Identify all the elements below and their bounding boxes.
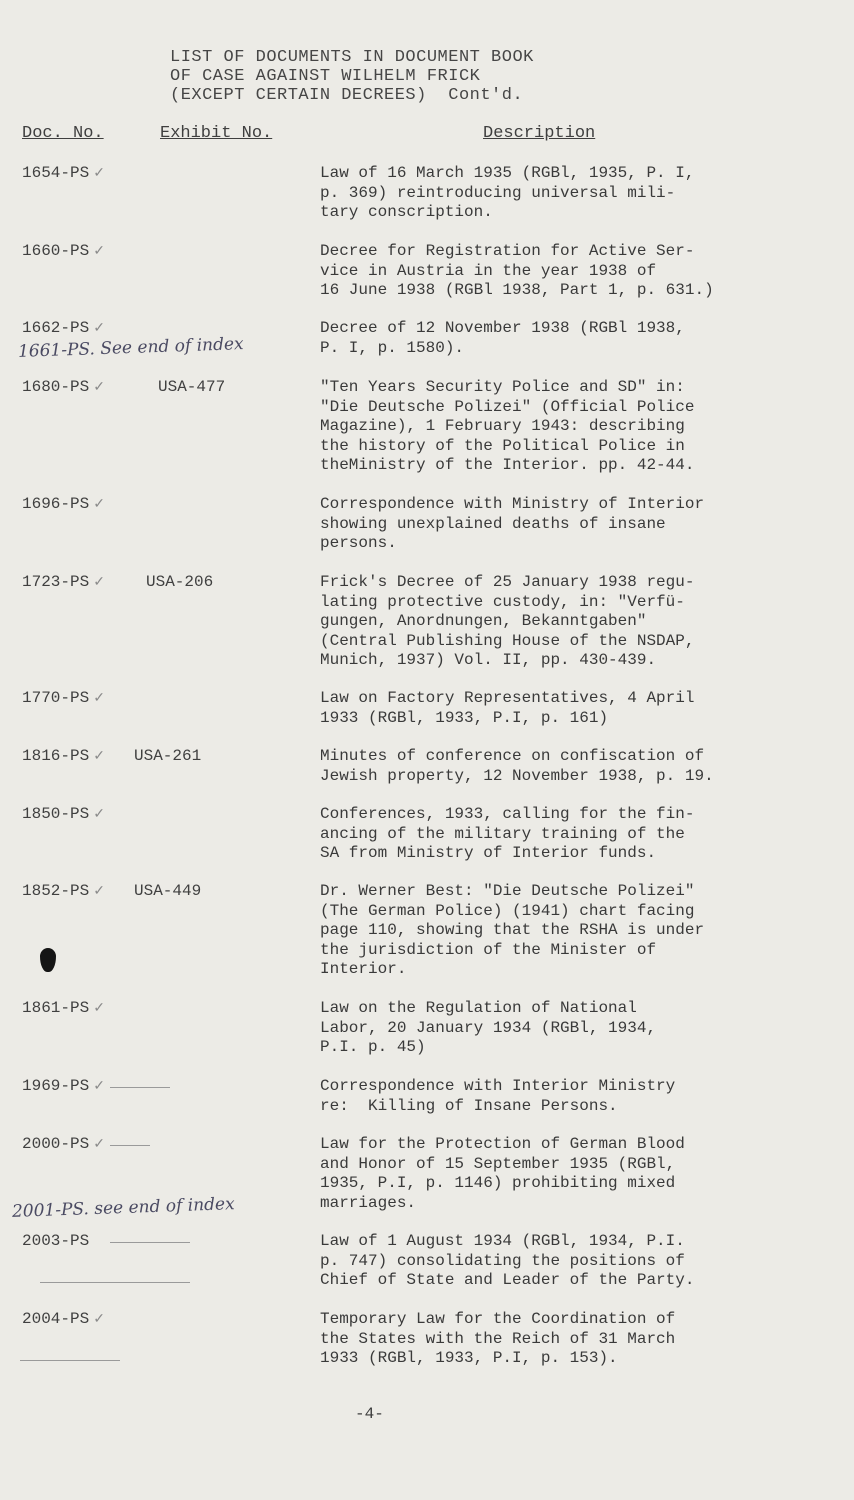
check-mark-icon: ✓ [93,690,105,706]
entry-description: Law of 1 August 1934 (RGBl, 1934, P.I. p. 747) consolidating the positions of Chief of State and Leader of the Party. [320,1232,695,1289]
pencil-mark [20,1360,120,1361]
check-mark-icon: ✓ [93,379,105,395]
check-mark-icon: ✓ [93,243,105,259]
doc-number: 1662-PS ✓ [22,319,105,337]
entry-description: Law on the Regulation of National Labor, 20 January 1934 (RGBl, 1934, P.I. p. 45) [320,999,657,1056]
entry-description: Law on Factory Representatives, 4 April 1933 (RGBl, 1933, P.I, p. 161) [320,689,695,727]
exhibit-number: USA-449 [134,882,202,900]
doc-number: 2003-PS [22,1232,90,1250]
page-number: -4- [355,1405,384,1423]
check-mark-icon: ✓ [93,165,105,181]
entry-description: Decree of 12 November 1938 (RGBl 1938, P. I, p. 1580). [320,319,685,357]
entry-description: Dr. Werner Best: "Die Deutsche Polizei" (The German Police) (1941) chart facing page 110, showing that the RSHA is under the jurisdiction of the Minister of Interior. [320,882,705,978]
pencil-mark [110,1087,170,1088]
column-header-description: Description [483,124,596,143]
entry-description: Correspondence with Interior Ministry re: Killing of Insane Persons. [320,1077,676,1115]
entry-description: Law for the Protection of German Blood and Honor of 15 September 1935 (RGBl, 1935, P.I, p. 1146) prohibiting mixed marriages. [320,1135,685,1212]
header-line-3: (EXCEPT CERTAIN DECREES) Cont'd. [170,86,524,105]
exhibit-number: USA-261 [134,747,202,765]
check-mark-icon: ✓ [93,1078,105,1094]
doc-number: 1850-PS ✓ [22,805,105,823]
doc-number: 1770-PS ✓ [22,689,105,707]
exhibit-number: USA-477 [158,378,226,396]
doc-number: 2000-PS ✓ [22,1135,105,1153]
handwritten-note: 1661-PS. See end of index [17,334,244,362]
header-line-1: LIST OF DOCUMENTS IN DOCUMENT BOOK [170,48,534,67]
entry-description: Decree for Registration for Active Ser- vice in Austria in the year 1938 of 16 June 1938 (RGBl 1938, Part 1, p. 631.) [320,242,714,299]
entry-description: Frick's Decree of 25 January 1938 regu- lating protective custody, in: "Verfü- gungen, Anordnungen, Bekanntgaben" (Central Publishing House of the NSDAP, Munich, 1937) Vol. II, pp. 430-439. [320,573,695,669]
pencil-mark [40,1282,190,1283]
entry-description: Temporary Law for the Coordination of the States with the Reich of 31 March 1933 (RGBl, 1933, P.I, p. 153). [320,1310,676,1367]
check-mark-icon: ✓ [93,806,105,822]
pencil-mark [110,1242,190,1243]
doc-number: 1654-PS ✓ [22,164,105,182]
doc-number: 1969-PS ✓ [22,1077,105,1095]
check-mark-icon: ✓ [93,1311,105,1327]
column-header-exhibit: Exhibit No. [160,124,273,143]
exhibit-number: USA-206 [146,573,214,591]
header-line-2: OF CASE AGAINST WILHELM FRICK [170,67,481,86]
check-mark-icon: ✓ [93,1136,105,1152]
check-mark-icon: ✓ [93,1000,105,1016]
pencil-mark [110,1145,150,1146]
doc-number: 1816-PS ✓ [22,747,105,765]
check-mark-icon: ✓ [93,883,105,899]
doc-number: 2004-PS ✓ [22,1310,105,1328]
entry-description: Minutes of conference on confiscation of Jewish property, 12 November 1938, p. 19. [320,747,714,785]
doc-number: 1660-PS ✓ [22,242,105,260]
doc-number: 1861-PS ✓ [22,999,105,1017]
check-mark-icon: ✓ [93,496,105,512]
entry-description: Correspondence with Ministry of Interior showing unexplained deaths of insane persons. [320,495,705,552]
entry-description: Conferences, 1933, calling for the fin- ancing of the military training of the SA from Ministry of Interior funds. [320,805,695,862]
column-header-doc: Doc. No. [22,124,104,143]
check-mark-icon: ✓ [93,320,105,336]
doc-number: 1696-PS ✓ [22,495,105,513]
doc-number: 1680-PS ✓ [22,378,105,396]
document-header [170,48,534,105]
handwritten-note: 2001-PS. see end of index [11,1194,235,1222]
doc-number: 1852-PS ✓ [22,882,105,900]
entry-description: "Ten Years Security Police and SD" in: "Die Deutsche Polizei" (Official Police Magazine), 1 February 1943: describing the history of the Political Police in theMinistry of the Interior. pp. 42-44. [320,378,695,474]
ink-blot [40,948,56,972]
check-mark-icon: ✓ [93,574,105,590]
check-mark-icon: ✓ [93,748,105,764]
entry-description: Law of 16 March 1935 (RGBl, 1935, P. I, p. 369) reintroducing universal mili- tary conscription. [320,164,695,221]
doc-number: 1723-PS ✓ [22,573,105,591]
